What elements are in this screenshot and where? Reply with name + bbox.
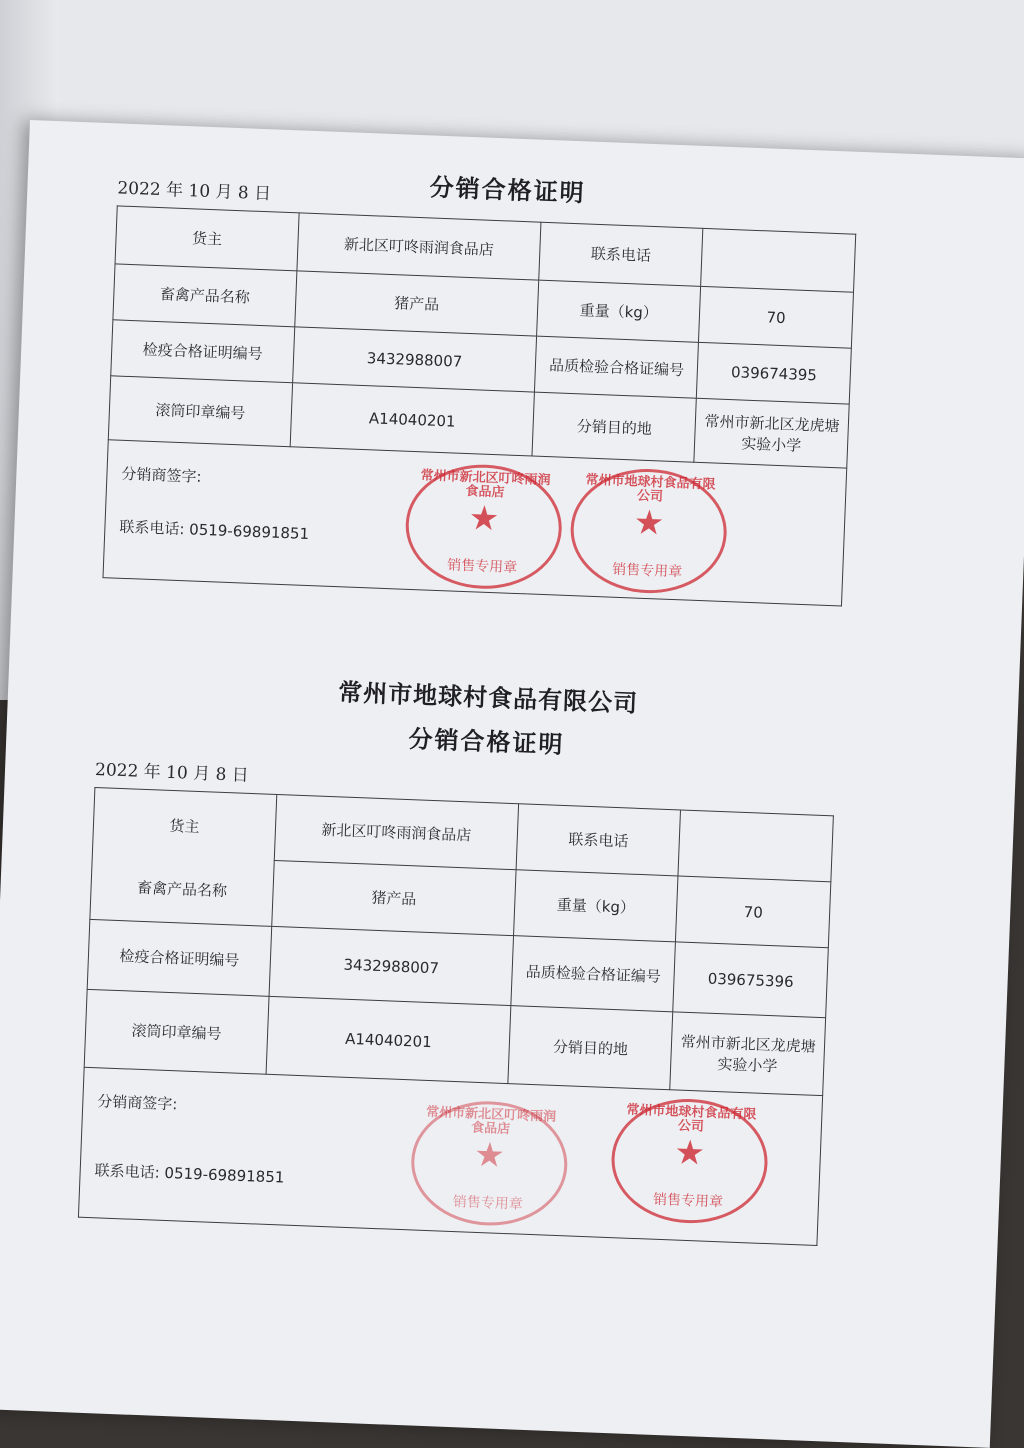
star-icon: ★	[473, 1134, 506, 1176]
product-value: 猪产品	[272, 860, 516, 935]
contact-phone: 联系电话: 0519-69891851	[119, 517, 310, 544]
quarantine-value: 3432988007	[269, 926, 514, 1005]
phone-label: 联系电话	[516, 804, 681, 876]
destination-value: 常州市新北区龙虎塘实验小学	[694, 398, 849, 468]
star-icon: ★	[632, 502, 665, 544]
destination-label: 分销目的地	[508, 1006, 673, 1090]
star-icon: ★	[673, 1132, 706, 1174]
seller-stamp: 常州市新北区叮咚雨润食品店 ★ 销售专用章	[409, 1098, 570, 1228]
certificate-date: 2022 年 10 月 8 日	[94, 759, 250, 786]
certificate-title: 分销合格证明	[429, 173, 587, 208]
company-name: 常州市地球村食品有限公司	[337, 678, 639, 718]
certificate-table	[102, 205, 856, 606]
certificate-title: 分销合格证明	[407, 724, 565, 759]
product-label: 畜禽产品名称	[113, 264, 297, 327]
quality-label: 品质检验合格证编号	[534, 336, 698, 398]
quarantine-label: 检疫合格证明编号	[87, 919, 272, 996]
quarantine-value: 3432988007	[293, 327, 537, 392]
star-icon: ★	[468, 498, 501, 540]
shipper-label: 货主 畜禽产品名称	[90, 787, 277, 926]
seal-value: A14040201	[290, 383, 534, 456]
product-value: 猪产品	[295, 271, 539, 336]
contact-phone: 联系电话: 0519-69891851	[94, 1161, 285, 1187]
shipper-value: 新北区叮咚雨润食品店	[274, 794, 518, 869]
company-stamp: 常州市地球村食品有限公司 ★ 销售专用章	[568, 466, 729, 596]
certificate-date: 2022 年 10 月 8 日	[117, 178, 272, 205]
shipper-value: 新北区叮咚雨润食品店	[297, 213, 541, 280]
signature-label: 分销商签字:	[121, 464, 202, 486]
seal-label: 滚筒印章编号	[84, 989, 269, 1074]
phone-value	[678, 810, 833, 882]
quality-label: 品质检验合格证编号	[511, 936, 676, 1012]
weight-label: 重量（kg）	[537, 280, 701, 342]
signature-label: 分销商签字:	[97, 1092, 178, 1114]
quality-value: 039674395	[697, 342, 852, 404]
shipper-label: 货主	[115, 206, 299, 271]
seal-value: A14040201	[266, 996, 511, 1083]
seller-stamp: 常州市新北区叮咚雨润食品店 ★ 销售专用章	[403, 462, 564, 592]
phone-value	[701, 228, 856, 292]
certificate-page	[0, 120, 1024, 1448]
weight-label: 重量（kg）	[514, 870, 679, 942]
certificate-table	[78, 787, 834, 1246]
weight-value: 70	[699, 286, 854, 348]
destination-value: 常州市新北区龙虎塘实验小学	[670, 1012, 826, 1096]
company-stamp: 常州市地球村食品有限公司 ★ 销售专用章	[609, 1096, 770, 1226]
phone-label: 联系电话	[539, 222, 703, 286]
certificate-bottom	[9, 660, 1018, 1213]
product-label: 畜禽产品名称	[136, 878, 228, 900]
signature-cell	[78, 1067, 822, 1245]
quarantine-label: 检疫合格证明编号	[111, 320, 295, 383]
seal-label: 滚筒印章编号	[108, 376, 292, 447]
weight-value: 70	[676, 876, 831, 948]
destination-label: 分销目的地	[532, 392, 697, 462]
quality-value: 039675396	[673, 942, 828, 1018]
signature-cell	[103, 440, 847, 606]
